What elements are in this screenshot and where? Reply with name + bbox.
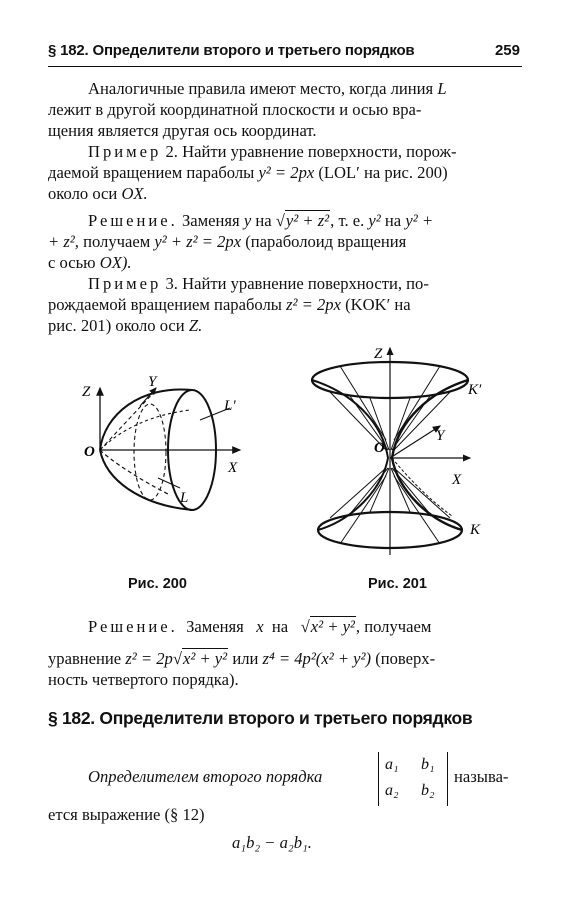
para1-line2: лежит в другой координатной плоскости и осью вра- (48, 100, 422, 119)
example3-line2: рождаемой вращением параболы z² = 2px (KOK′ на (48, 295, 411, 314)
example2-line2: даемой вращением параболы y² = 2px (LOL′ на рис. 200) (48, 163, 448, 182)
solution3-line1: Решение. Заменяя x на √x² + y², получаем (88, 617, 432, 636)
label-origin: O (84, 444, 95, 460)
label-z: Z (82, 384, 91, 400)
page-number: 259 (494, 42, 520, 59)
label-y: Y (436, 428, 445, 444)
label-origin: O (374, 440, 385, 456)
figure-201-surface (300, 340, 500, 565)
label-l: L (180, 490, 189, 506)
solution3-line3: ность четвертого порядка). (48, 670, 239, 689)
label-y: Y (148, 374, 157, 390)
example3-line3: рис. 201) около оси Z. (48, 316, 203, 335)
solution2-line2: + z², получаем y² + z² = 2px (параболоид вращения (48, 232, 407, 251)
entry-a2: a₂ (385, 782, 399, 799)
label-x: X (452, 472, 462, 488)
entry-a1: a₁ (385, 756, 399, 773)
figure-200-paraboloid (70, 360, 260, 550)
label-k-prime: K′ (468, 382, 482, 398)
example2-line3: около оси OX. (48, 184, 148, 203)
header-title: § 182. Определители второго и третьего порядков (48, 42, 415, 59)
entry-b1: b₁ (421, 756, 435, 773)
running-header (48, 40, 522, 67)
para1-line1: Аналогичные правила имеют место, когда линия L (88, 79, 447, 98)
example2-line1: Пример 2. Найти уравнение поверхности, порож- (88, 142, 457, 161)
label-l-prime: L′ (224, 398, 236, 414)
solution2-line1: Решение. Заменяя y на √y² + z², т. е. y² на y² + (88, 211, 434, 230)
determinant-formula: a₁b₂ − a₂b₁. (232, 833, 312, 852)
definition-text: Определителем второго порядка (88, 767, 323, 786)
solution2-line3: с осью OX). (48, 253, 132, 272)
section-heading: § 182. Определители второго и третьего порядков (48, 708, 473, 728)
definition-line2: ется выражение (§ 12) (48, 805, 205, 824)
label-k: K (470, 522, 481, 538)
definition-tail: называ- (454, 767, 509, 786)
label-x: X (228, 460, 238, 476)
label-z: Z (374, 346, 383, 362)
determinant-matrix (378, 752, 448, 806)
solution3-line2: уравнение z² = 2p√x² + y² или z⁴ = 4p²(x² + y²) (поверх- (48, 649, 436, 668)
para1-line3: щения является другая ось координат. (48, 121, 317, 140)
caption-fig-200: Рис. 200 (128, 576, 187, 592)
right-profile (392, 380, 468, 530)
example3-line1: Пример 3. Найти уравнение поверхности, по- (88, 274, 429, 293)
caption-fig-201: Рис. 201 (368, 576, 427, 592)
entry-b2: b₂ (421, 782, 435, 799)
